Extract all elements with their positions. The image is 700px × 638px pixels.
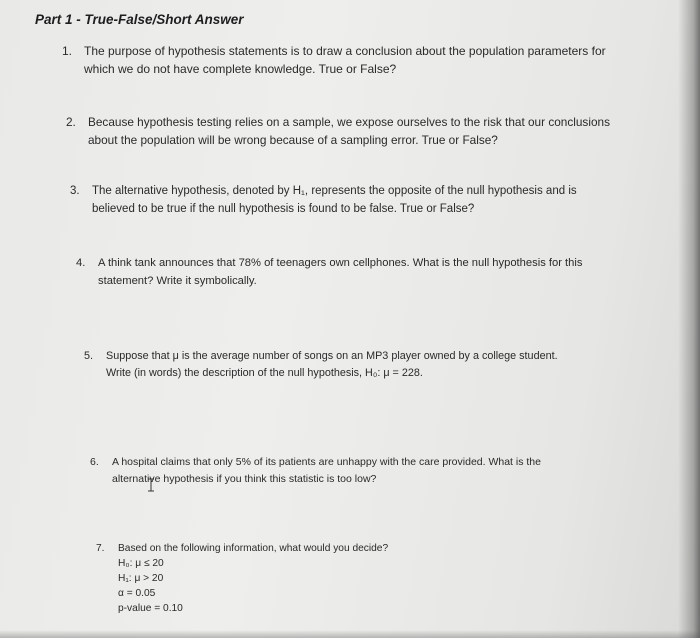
question-line: Write (in words) the description of the null hypothesis, H₀: μ = 228. [106,367,423,379]
question-text [112,454,672,488]
question-text [98,254,658,290]
question-line: Suppose that μ is the average number of songs on an MP3 player owned by a college student. [106,350,558,362]
question-text [106,348,666,382]
question-line: about the population will be wrong because of a sampling error. True or False? [88,133,498,147]
question-text [84,42,644,78]
question-line: The purpose of hypothesis statements is to draw a conclusion about the population parameters for [84,44,606,58]
question-text [118,541,678,616]
question-number: 5. [84,350,94,362]
question-line: believed to be true if the null hypothesis is found to be false. True or False? [92,203,475,215]
question-number: 4. [76,257,86,269]
question-line: Based on the following information, what would you decide? [118,543,389,554]
question-number: 3. [70,185,80,197]
question-line: statement? Write it symbolically. [98,275,257,287]
question-line: which we do not have complete knowledge. True or False? [84,62,397,76]
question-line: A think tank announces that 78% of teenagers own cellphones. What is the null hypothesis for this [98,257,583,269]
page-edge-shadow [678,0,700,638]
question-text [88,113,648,149]
p-value: p-value = 0.10 [118,603,183,614]
question-line: alternative hypothesis if you think this statistic is too low? [112,473,377,485]
question-line: A hospital claims that only 5% of its patients are unhappy with the care provided. What is the [112,456,541,468]
question-line: Because hypothesis testing relies on a sample, we expose ourselves to the risk that our conclusions [88,115,610,129]
page-title: Part 1 - True-False/Short Answer [35,12,244,27]
question-number: 7. [96,543,105,554]
significance-level: α = 0.05 [118,588,156,599]
question-number: 2. [66,115,76,129]
question-line: The alternative hypothesis, denoted by H₁, represents the opposite of the null hypothesis and is [92,185,577,197]
question-number: 1. [62,44,73,58]
text-cursor-icon [146,478,156,492]
hypothesis-null: H₀: μ ≤ 20 [118,558,164,569]
hypothesis-alternative: H₁: μ > 20 [118,573,164,584]
page-bottom-shadow [0,630,700,638]
question-number: 6. [90,456,99,468]
question-text [92,182,652,218]
